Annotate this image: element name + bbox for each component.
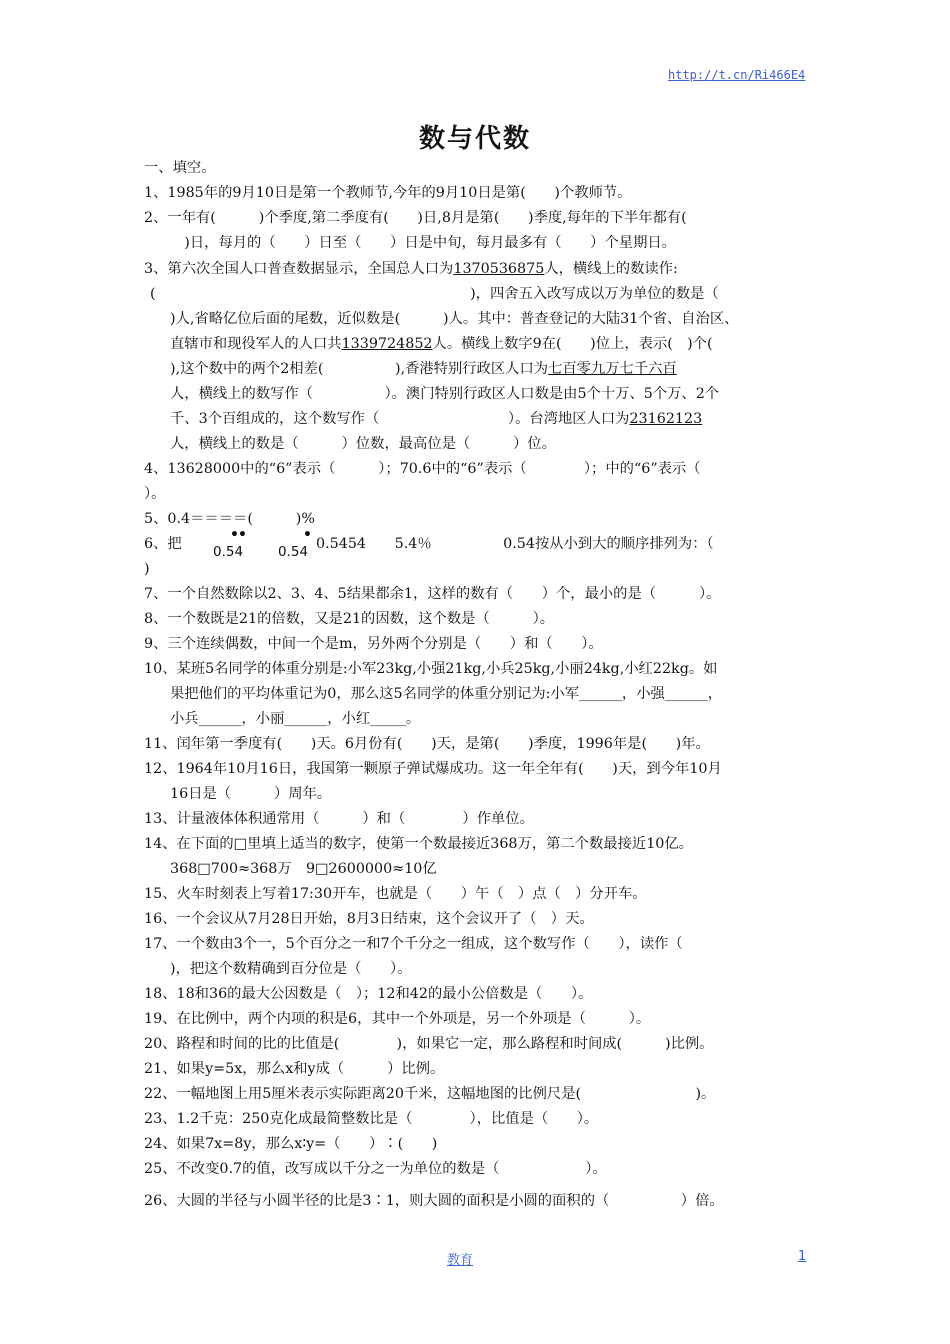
- q3-hongkong-population: 七百零九万七千六百: [548, 361, 677, 377]
- question-5: 5、0.4＝＝＝＝( )%: [144, 511, 315, 527]
- question-17-line-1: 17、一个数由3个一，5个百分之一和7个千分之一组成，这个数写作（ ），读作（: [144, 936, 683, 952]
- question-3-line-6: 人，横线上的数写作（ ）。澳门特别行政区人口数是由5个十万、5个万、2个: [170, 386, 720, 402]
- q3-text-b: 人，横线上的数读作:: [544, 261, 678, 277]
- question-3-line-7: [170, 409, 702, 429]
- question-3-line-4: [170, 334, 713, 354]
- question-3-line-1: [144, 259, 678, 279]
- question-19: 19、在比例中，两个内项的积是6，其中一个外项是，另一个外项是（ ）。: [144, 1011, 651, 1027]
- question-22: 22、一幅地图上用5厘米表示实际距离20千米，这幅地图的比例尺是( )。: [144, 1086, 716, 1102]
- question-4-line-1: 4、13628000中的“6”表示（ ）；70.6中的“6”表示（ ）；中的“6”表示（: [144, 461, 701, 477]
- question-3-line-3: )人,省略亿位后面的尾数，近似数是( )人。其中：普查登记的大陆31个省、自治区、: [170, 311, 739, 327]
- question-23: 23、1.2千克：250克化成最简整数比是（ ），比值是（ ）。: [144, 1111, 599, 1127]
- question-9: 9、三个连续偶数，中间一个是m，另外两个分别是（ ）和（ ）。: [144, 636, 603, 652]
- question-16: 16、一个会议从7月28日开始，8月3日结束，这个会议开了（ ）天。: [144, 911, 594, 927]
- footer-link[interactable]: 教育: [447, 1253, 474, 1268]
- q3-taiwan-population: 23162123: [629, 411, 703, 427]
- q3-mainland-population: 1339724852: [341, 336, 433, 352]
- page-title: 数与代数: [418, 124, 531, 154]
- question-10-line-1: 10、某班5名同学的体重分别是:小军23kg,小强21kg,小兵25kg,小丽24kg,小红22kg。如: [144, 661, 718, 677]
- repeating-dot: •: [238, 527, 247, 543]
- page-number[interactable]: 1: [798, 1249, 807, 1264]
- q3-text-f: 千、3个百组成的，这个数写作（ ）。台湾地区人口为: [170, 411, 630, 427]
- question-14-line-2: 368□700≈368万 9□2600000≈10亿: [170, 861, 437, 877]
- section-heading: 一、填空。: [144, 160, 216, 176]
- question-13: 13、计量液体体积通常用（ ）和（ ）作单位。: [144, 811, 534, 827]
- question-4-line-2: ）。: [144, 486, 166, 502]
- question-10-line-2: 果把他们的平均体重记为0，那么这5名同学的体重分别记为:小军______，小强______，: [170, 686, 722, 702]
- question-12-line-2: 16日是（ ）周年。: [170, 786, 332, 802]
- repeating-dot: •: [303, 527, 312, 543]
- question-1: 1、1985年的9月10日是第一个教师节,今年的9月10日是第( )个教师节。: [144, 185, 632, 201]
- header-link[interactable]: http://t.cn/Ri466E4: [668, 68, 806, 82]
- repeating-decimal-2: 0.54: [278, 544, 309, 560]
- repeating-dot: •: [230, 527, 239, 543]
- question-8: 8、一个数既是21的倍数，又是21的因数，这个数是（ ）。: [144, 611, 555, 627]
- question-7: 7、一个自然数除以2、3、4、5结果都余1，这样的数有（ ）个，最小的是（ ）。: [144, 586, 721, 602]
- question-14-line-1: 14、在下面的□里填上适当的数字，使第一个数最接近368万，第二个数最接近10亿。: [144, 836, 693, 852]
- question-10-line-3: 小兵______，小丽______，小红_____。: [170, 711, 421, 727]
- question-3-line-8: 人，横线上的数是（ ）位数，最高位是（ ）位。: [170, 436, 557, 452]
- q3-text-a: 3、第六次全国人口普查数据显示，全国总人口为: [144, 261, 454, 277]
- question-12-line-1: 12、1964年10月16日，我国第一颗原子弹试爆成功。这一年全年有( )天，到今年10月: [144, 761, 722, 777]
- question-18: 18、18和36的最大公因数是（ ）；12和42的最小公倍数是（ ）。: [144, 986, 593, 1002]
- question-21: 21、如果y=5x，那么x和y成（ ）比例。: [144, 1061, 445, 1077]
- q3-population-total: 1370536875: [453, 261, 545, 277]
- q3-text-e: ),这个数中的两个2相差( ),香港特别行政区人口为: [170, 361, 549, 377]
- repeating-decimal-1: 0.54: [213, 544, 244, 560]
- question-2-line-1: 2、一年有( )个季度,第二季度有( )日,8月是第( )季度,每年的下半年都有(: [144, 210, 687, 226]
- question-24: 24、如果7x=8y，那么x∶y=（ ）∶( ): [144, 1136, 438, 1152]
- question-3-line-5: [170, 359, 677, 379]
- question-6-line-1: 0.5454 5.4％ 0.54按从小到大的顺序排列为：（: [316, 536, 714, 552]
- question-11: 11、闰年第一季度有( )天。6月份有( )天，是第( )季度，1996年是( )年。: [144, 736, 710, 752]
- question-26: 26、大圆的半径与小圆半径的比是3∶1，则大圆的面积是小圆的面积的（ ）倍。: [144, 1193, 724, 1209]
- question-17-line-2: )，把这个数精确到百分位是（ ）。: [170, 961, 412, 977]
- question-20: 20、路程和时间的比的比值是( )，如果它一定，那么路程和时间成( )比例。: [144, 1036, 714, 1052]
- question-2-line-2: )日，每月的（ ）日至（ ）日是中旬，每月最多有（ ）个星期日。: [170, 235, 676, 251]
- question-3-line-2: ( )，四舍五入改写成以万为单位的数是（: [150, 286, 719, 302]
- question-6-label: 6、把: [144, 536, 182, 552]
- q3-text-c: 直辖市和现役军人的人口共: [170, 336, 342, 352]
- question-25: 25、不改变0.7的值，改写成以千分之一为单位的数是（ ）。: [144, 1161, 607, 1177]
- question-15: 15、火车时刻表上写着17:30开车，也就是（ ）午（ ）点（ ）分开车。: [144, 886, 647, 902]
- q3-text-d: 人。横线上数字9在( )位上，表示( )个(: [432, 336, 713, 352]
- question-6-line-2: ): [144, 561, 150, 577]
